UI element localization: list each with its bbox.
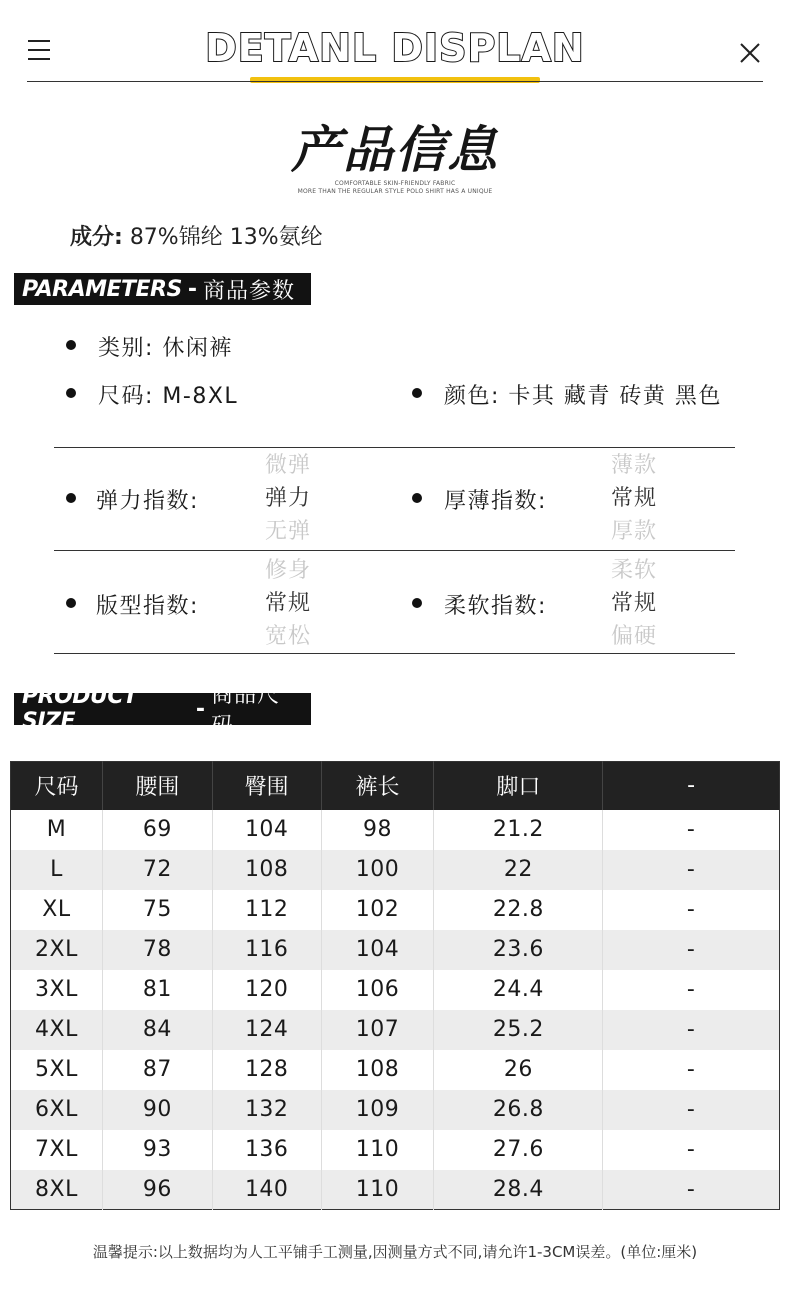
table-cell: 109 [321,1090,434,1130]
table-cell: 116 [212,930,321,970]
table-cell: 104 [321,930,434,970]
table-cell: 28.4 [434,1170,603,1210]
table-cell: 108 [321,1050,434,1090]
table-cell: 72 [102,850,212,890]
table-cell: 27.6 [434,1130,603,1170]
table-cell: 22 [434,850,603,890]
column-header-hem: 脚口 [434,762,603,810]
rating-scroller-elasticity [258,453,318,544]
param-color: 颜色: 卡其 藏青 砖黄 黑色 [444,384,722,409]
rating-label-elasticity: 弹力指数: [96,489,199,514]
param-category: 类别: 休闲裤 [98,336,233,361]
rating-value-thickness: 常规 [610,486,657,511]
table-cell: 24.4 [434,970,603,1010]
table-cell: - [603,850,780,890]
column-header-length: 裤长 [321,762,434,810]
table-cell: - [603,1170,780,1210]
column-header-hip: 臀围 [212,762,321,810]
table-row [11,1090,780,1130]
rating-option-below: 偏硬 [610,624,657,649]
rating-option-below: 宽松 [264,624,311,649]
rating-scroller-fit [258,558,318,649]
parameters-en-label: PARAMETERS [22,276,182,302]
divider [54,550,735,551]
table-cell: 84 [102,1010,212,1050]
parameters-separator: - [187,276,197,302]
table-cell: 23.6 [434,930,603,970]
table-cell: 75 [102,890,212,930]
size-table-body [11,810,780,1210]
composition [70,220,323,251]
rating-scroller-thickness [604,453,664,544]
table-row [11,970,780,1010]
table-cell: - [603,1010,780,1050]
table-cell: 100 [321,850,434,890]
composition-value: 87%锦纶 13%氨纶 [129,225,323,250]
table-cell: 110 [321,1170,434,1210]
column-header-waist: 腰围 [102,762,212,810]
table-cell: 106 [321,970,434,1010]
page-header [0,0,790,90]
product-size-en-label: PRODUCT SIZE [22,684,138,734]
composition-label: 成分: [70,225,123,250]
table-cell: 102 [321,890,434,930]
table-cell: - [686,977,696,1002]
table-header-row [11,762,780,810]
table-cell: 108 [212,850,321,890]
table-cell: 4XL [11,1010,103,1050]
product-info-title: 产品信息 [291,121,499,179]
table-cell: 8XL [11,1170,103,1210]
rating-option-below: 无弹 [264,519,311,544]
table-cell: 90 [102,1090,212,1130]
table-cell: 69 [102,810,212,850]
table-row [11,1130,780,1170]
table-cell: 120 [212,970,321,1010]
table-cell: 7XL [11,1130,103,1170]
table-row [11,1010,780,1050]
table-cell: 132 [212,1090,321,1130]
rating-option-below: 厚款 [610,519,657,544]
measurement-note: 温馨提示:以上数据均为人工平铺手工测量,因测量方式不同,请允许1-3CM误差。(单位:厘米) [92,1243,698,1261]
bullet-icon [412,598,422,608]
bullet-icon [412,493,422,503]
column-header-extra: - [603,762,780,810]
divider [54,653,735,654]
table-cell: 87 [102,1050,212,1090]
rating-label-fit: 版型指数: [96,594,199,619]
table-cell: 26.8 [434,1090,603,1130]
bullet-icon [66,493,76,503]
rating-label-softness: 柔软指数: [444,594,547,619]
table-cell: 6XL [11,1090,103,1130]
rating-option-above: 微弹 [264,453,311,478]
product-size-section-header [14,683,311,739]
table-cell: L [11,850,103,890]
param-size: 尺码: M-8XL [98,384,239,409]
product-info-subtitle-1: COMFORTABLE SKIN-FRIENDLY FABRIC [334,180,456,187]
column-header-size: 尺码 [11,762,103,810]
table-row [11,810,780,850]
table-row [11,1170,780,1210]
table-cell: 22.8 [434,890,603,930]
table-cell: XL [11,890,103,930]
table-cell: 104 [212,810,321,850]
table-cell: 136 [212,1130,321,1170]
rating-scroller-softness [604,558,664,649]
rating-value-fit: 常规 [264,591,311,616]
rating-label-thickness: 厚薄指数: [444,489,547,514]
table-cell: 110 [321,1130,434,1170]
table-row [11,890,780,930]
rating-option-above: 修身 [264,558,311,583]
size-table [10,761,780,1210]
close-icon[interactable] [738,41,762,65]
table-cell: 25.2 [434,1010,603,1050]
table-cell: - [686,1137,696,1162]
product-size-cn-label: 商品尺码 [211,683,281,739]
table-cell: M [11,810,103,850]
product-info-subtitle-2: MORE THAN THE REGULAR STYLE POLO SHIRT HAS A UNIQUE [297,188,493,195]
table-cell: 5XL [11,1050,103,1090]
table-cell: 93 [102,1130,212,1170]
page-title: DETANL DISPLAN [205,26,585,70]
rating-value-softness: 常规 [610,591,657,616]
table-cell: - [686,897,696,922]
title-underline [250,77,540,83]
table-cell: 81 [102,970,212,1010]
rating-value-elasticity: 弹力 [264,486,311,511]
table-cell: 112 [212,890,321,930]
header-divider [27,81,763,82]
table-cell: 2XL [11,930,103,970]
table-cell: 3XL [11,970,103,1010]
table-row [11,850,780,890]
table-cell: - [603,930,780,970]
table-cell: - [686,817,696,842]
table-cell: 96 [102,1170,212,1210]
table-cell: 26 [434,1050,603,1090]
table-cell: - [603,1090,780,1130]
rating-option-above: 柔软 [610,558,657,583]
table-row [11,1050,780,1090]
product-size-separator: - [195,696,206,722]
table-cell: 21.2 [434,810,603,850]
table-cell: 140 [212,1170,321,1210]
table-cell: 98 [321,810,434,850]
table-cell: 107 [321,1010,434,1050]
table-cell: 78 [102,930,212,970]
bullet-icon [66,340,76,350]
bullet-icon [412,388,422,398]
parameters-section-header [14,273,311,305]
bullet-icon [66,388,76,398]
table-cell: 124 [212,1010,321,1050]
rating-option-above: 薄款 [610,453,657,478]
parameters-cn-label: 商品参数 [202,278,295,304]
table-cell: - [686,1057,696,1082]
table-row [11,930,780,970]
bullet-icon [66,598,76,608]
table-cell: 128 [212,1050,321,1090]
